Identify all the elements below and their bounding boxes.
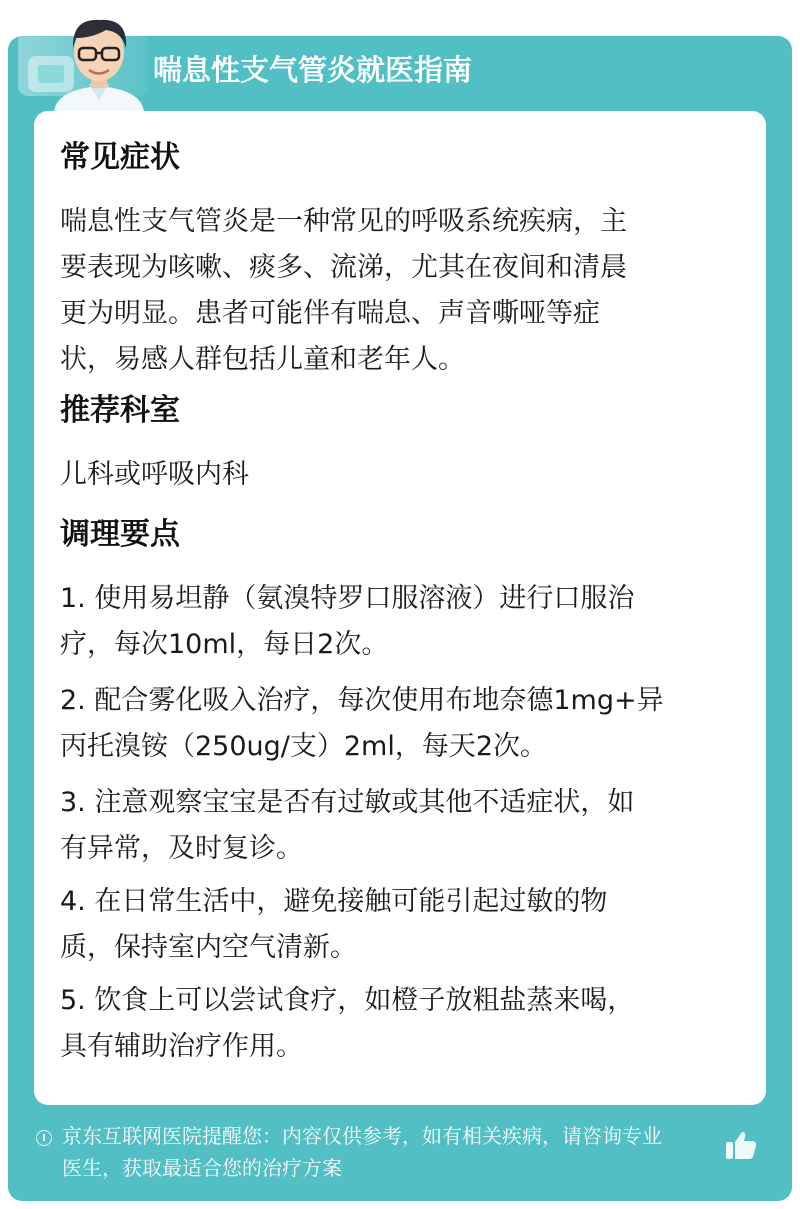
- care-item-line: 质，保持室内空气清新。: [60, 932, 357, 963]
- symptoms-paragraph: [60, 199, 750, 383]
- symptoms-heading: 常见症状: [60, 140, 180, 175]
- care-item-line: 丙托溴铵（250ug/支）2ml，每天2次。: [60, 731, 548, 762]
- info-icon: [36, 1130, 52, 1146]
- symptoms-line: 喘息性支气管炎是一种常见的呼吸系统疾病，主: [60, 206, 627, 237]
- care-item-line: 2. 配合雾化吸入治疗，每次使用布地奈德1mg+异: [60, 685, 664, 716]
- department-heading: 推荐科室: [60, 393, 180, 428]
- page-title: 喘息性支气管炎就医指南: [153, 53, 473, 87]
- content-card: [34, 111, 766, 1105]
- disclaimer-text: [62, 1120, 730, 1184]
- symptoms-line: 要表现为咳嗽、痰多、流涕，尤其在夜间和清晨: [60, 252, 627, 283]
- care-item: [60, 678, 760, 770]
- symptoms-line: 状，易感人群包括儿童和老年人。: [60, 344, 465, 375]
- department-text: 儿科或呼吸内科: [60, 459, 249, 490]
- care-item-line: 具有辅助治疗作用。: [60, 1031, 303, 1062]
- care-item-line: 1. 使用易坦静（氨溴特罗口服溶液）进行口服治: [60, 583, 635, 614]
- care-item: [60, 576, 750, 668]
- care-item-line: 5. 饮食上可以尝试食疗，如橙子放粗盐蒸来喝，: [60, 985, 635, 1016]
- care-item: [60, 780, 750, 872]
- doctor-avatar-icon: [44, 8, 154, 112]
- thumb-up-icon[interactable]: [724, 1128, 758, 1162]
- care-item-line: 疗，每次10ml，每日2次。: [60, 629, 389, 660]
- care-item-line: 4. 在日常生活中，避免接触可能引起过敏的物: [60, 886, 608, 917]
- disclaimer-line: 京东互联网医院提醒您：内容仅供参考，如有相关疾病，请咨询专业: [62, 1124, 662, 1148]
- care-item: [60, 879, 750, 971]
- symptoms-line: 更为明显。患者可能伴有喘息、声音嘶哑等症: [60, 298, 600, 329]
- disclaimer-line: 医生，获取最适合您的治疗方案: [62, 1156, 342, 1180]
- care-item-line: 3. 注意观察宝宝是否有过敏或其他不适症状，如: [60, 787, 635, 818]
- care-item: [60, 978, 750, 1070]
- care-item-line: 有异常，及时复诊。: [60, 833, 303, 864]
- care-heading: 调理要点: [60, 517, 180, 552]
